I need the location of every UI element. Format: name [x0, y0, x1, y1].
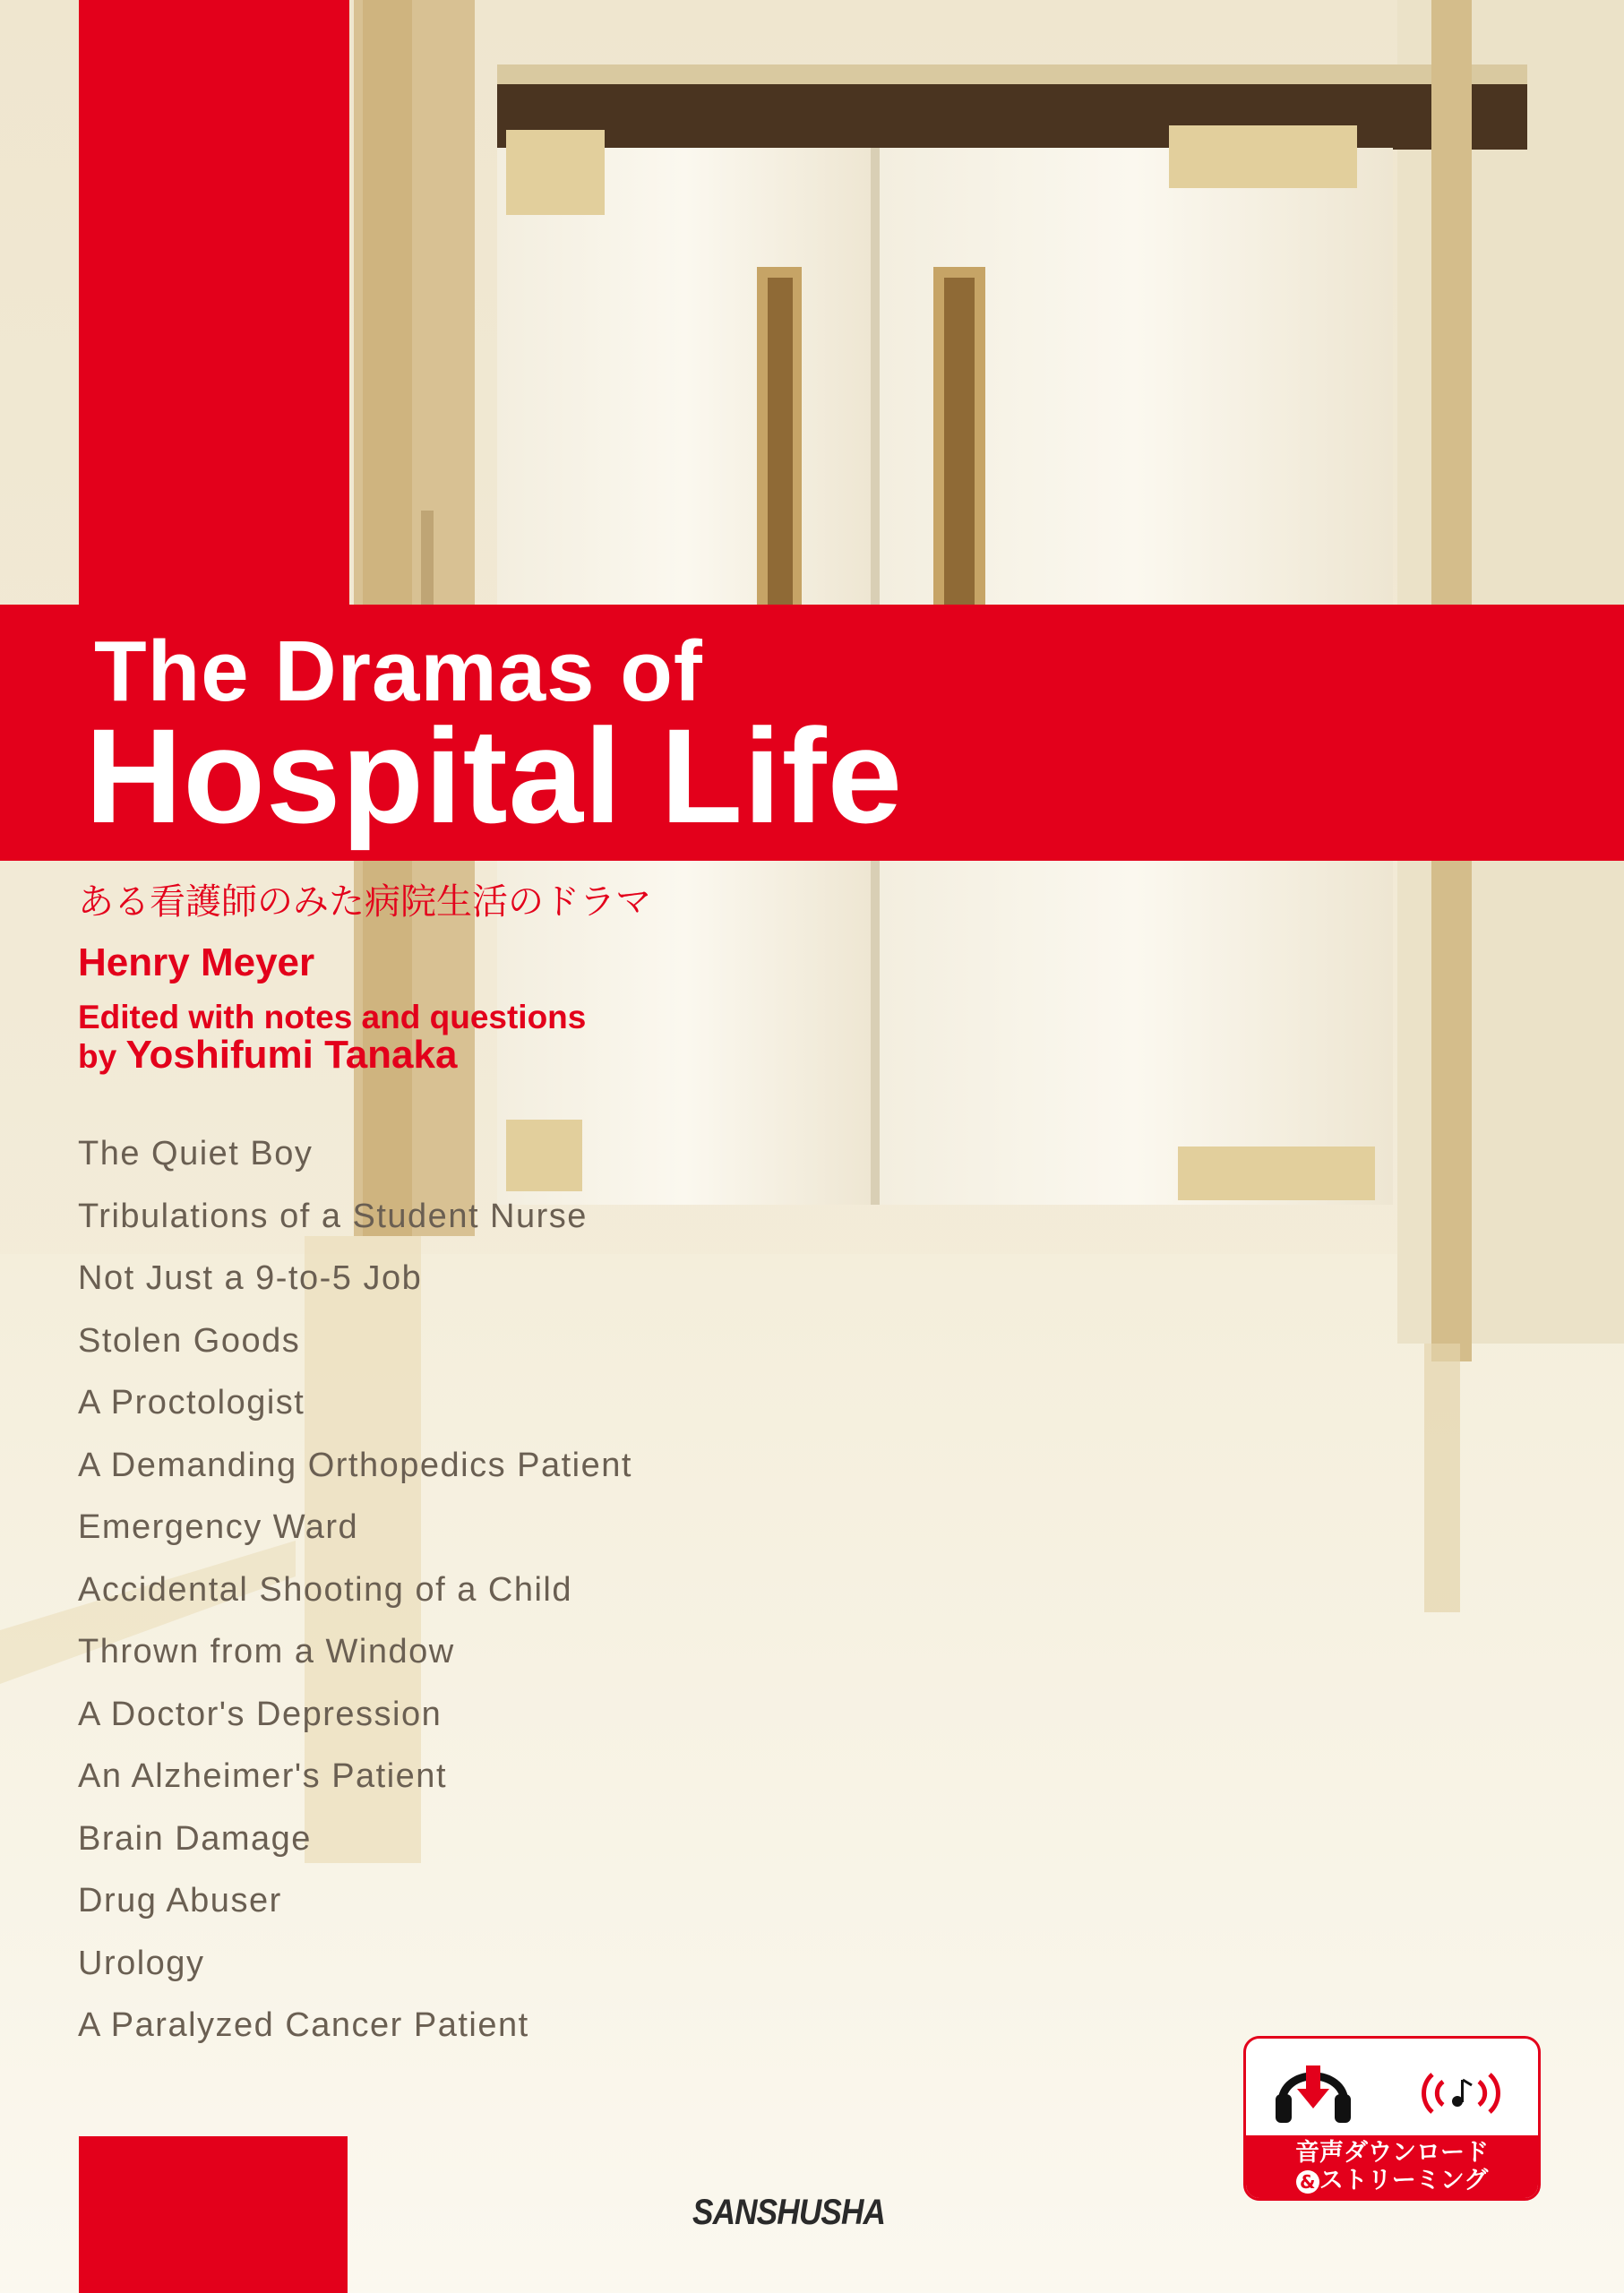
list-item: Accidental Shooting of a Child — [78, 1570, 572, 1609]
streaming-note-icon — [1424, 2074, 1499, 2112]
title-line-2: Hospital Life — [85, 700, 904, 851]
audio-badge — [1243, 2036, 1541, 2201]
editor-credit — [78, 999, 586, 1076]
list-item: A Proctologist — [78, 1384, 305, 1421]
audio-streaming-line — [1246, 2168, 1538, 2194]
list-item: Stolen Goods — [78, 1321, 301, 1360]
audio-badge-label — [1246, 2135, 1538, 2198]
title-line-1: The Dramas of — [94, 623, 703, 719]
list-item: Tribulations of a Student Nurse — [78, 1197, 588, 1235]
list-item: Drug Abuser — [78, 1882, 282, 1919]
author-name: Henry Meyer — [78, 940, 315, 984]
list-item: Brain Damage — [78, 1819, 312, 1858]
list-item: The Quiet Boy — [78, 1135, 314, 1172]
editor-name: Yoshifumi Tanaka — [125, 1033, 458, 1077]
red-bottom-bar — [79, 2136, 348, 2293]
editor-by: by — [78, 1038, 126, 1075]
red-top-bar — [79, 0, 349, 605]
publisher-logo: SANSHUSHA — [692, 2193, 886, 2232]
list-item: A Paralyzed Cancer Patient — [78, 2006, 529, 2044]
japanese-subtitle: ある看護師のみた病院生活のドラマ — [78, 881, 651, 923]
list-item: A Doctor's Depression — [78, 1695, 443, 1733]
list-item: Urology — [78, 1944, 205, 1982]
badge-icons — [1246, 2039, 1538, 2135]
audio-download-text: 音声ダウンロード — [1295, 2139, 1489, 2167]
list-item: Thrown from a Window — [78, 1633, 455, 1670]
list-item: Emergency Ward — [78, 1508, 359, 1546]
editor-line: Edited with notes and questions — [78, 999, 587, 1035]
ampersand-icon: & — [1296, 2170, 1319, 2194]
list-item: Not Just a 9-to-5 Job — [78, 1259, 423, 1297]
list-item: An Alzheimer's Patient — [78, 1757, 447, 1795]
editor-byline — [78, 1033, 586, 1077]
list-item: A Demanding Orthopedics Patient — [78, 1446, 632, 1484]
contents-list — [78, 1127, 632, 2061]
headphones-download-icon — [1276, 2065, 1351, 2123]
audio-streaming-text: ストリーミング — [1319, 2167, 1489, 2194]
